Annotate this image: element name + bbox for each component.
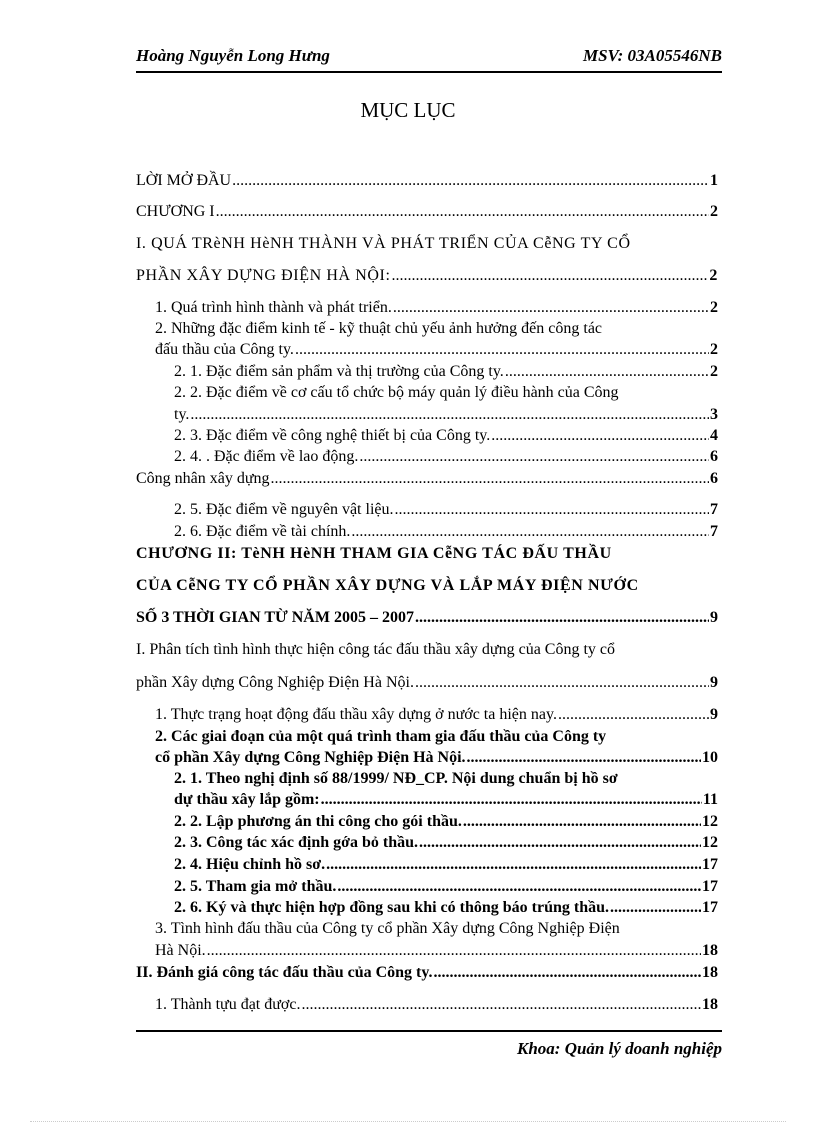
toc-entry[interactable] — [136, 265, 718, 286]
toc-entry[interactable] — [174, 789, 718, 810]
toc-entry-page: 6 — [710, 448, 718, 465]
toc-entry-title: Công nhân xây dựng — [136, 470, 270, 487]
toc-entry[interactable] — [155, 339, 718, 360]
toc-entry-page: 3 — [710, 406, 718, 423]
toc-entry[interactable] — [174, 811, 718, 832]
toc-entry-page: 2 — [710, 203, 718, 220]
toc-entry-line: CHƯƠNG II: TèNH HèNH THAM GIA CễNG TÁC ĐẤU THẦU — [136, 545, 612, 562]
toc-entry[interactable] — [174, 499, 718, 520]
toc-entry[interactable] — [174, 521, 718, 542]
toc-entry-title: dự thầu xây lắp gồm: — [174, 791, 320, 808]
page-edge-divider — [30, 1121, 786, 1122]
header-author: Hoàng Nguyễn Long Hưng — [136, 46, 330, 65]
toc-entry-page: 7 — [710, 523, 718, 540]
toc-entry[interactable] — [174, 446, 718, 467]
toc-entry[interactable] — [155, 747, 718, 768]
toc-entry-page: 6 — [710, 470, 718, 487]
page-title: MỤC LỤC — [360, 98, 456, 122]
toc-entry-title: đấu thầu của Công ty. — [155, 341, 294, 358]
toc-entry-page: 17 — [702, 878, 718, 895]
toc-entry-title: Hà Nội. — [155, 942, 206, 959]
toc-entry[interactable] — [174, 425, 718, 446]
toc-entry[interactable] — [136, 468, 718, 489]
toc-entry[interactable] — [174, 404, 718, 425]
toc-entry-title: 2. 3. Công tác xác định gớa bỏ thầu. — [174, 834, 419, 851]
toc-entry[interactable] — [136, 672, 718, 693]
toc-entry[interactable] — [174, 897, 718, 918]
toc-entry[interactable] — [155, 704, 718, 725]
toc-entry-page: 18 — [702, 942, 718, 959]
toc-entry-title: 2. 2. Lập phương án thi công cho gói thầu. — [174, 813, 462, 830]
toc-entry-page: 12 — [702, 813, 718, 830]
toc-entry-title: 2. 5. Tham gia mở thầu. — [174, 878, 337, 895]
toc-entry-page: 7 — [710, 501, 718, 518]
toc-entry-title: 2. 6. Ký và thực hiện hợp đồng sau khi có thông báo trúng thầu. — [174, 899, 610, 916]
toc-entry-title: II. Đánh giá công tác đấu thầu của Công ty. — [136, 964, 433, 981]
toc-entry-line: CỦA CễNG TY CỔ PHẦN XÂY DỰNG VÀ LẮP MÁY ĐIỆN NƯỚC — [136, 577, 639, 594]
toc-entry-page: 2 — [710, 299, 718, 316]
toc-entry-line: 3. Tình hình đấu thầu của Công ty cổ phần Xây dựng Công Nghiệp Điện — [155, 920, 620, 937]
toc-entry-page: 4 — [710, 427, 718, 444]
toc-entry-page: 9 — [710, 674, 718, 691]
toc-entry[interactable] — [174, 832, 718, 853]
toc-entry-page: 11 — [702, 791, 718, 808]
toc-entry-page: 18 — [702, 996, 718, 1013]
toc-entry-title: CHƯƠNG I — [136, 203, 215, 220]
toc-entry-title: ty. — [174, 406, 190, 423]
toc-entry-title: 1. Thành tựu đạt được. — [155, 996, 301, 1013]
toc-entry-page: 18 — [702, 964, 718, 981]
toc-entry[interactable] — [155, 297, 718, 318]
toc-entry[interactable] — [155, 940, 718, 961]
toc-entry-title: 2. 6. Đặc điểm về tài chính. — [174, 523, 351, 540]
toc-entry-title: LỜI MỞ ĐẦU — [136, 172, 232, 189]
toc-entry-title: 2. 5. Đặc điểm về nguyên vật liệu. — [174, 501, 394, 518]
toc-entry-title: PHẦN XÂY DỰNG ĐIỆN HÀ NỘI: — [136, 267, 391, 284]
toc-entry-page: 2 — [709, 267, 718, 284]
toc-entry-page: 17 — [702, 899, 718, 916]
toc-entry[interactable] — [174, 876, 718, 897]
toc-entry-title: cổ phần Xây dựng Công Nghiệp Điện Hà Nội. — [155, 749, 466, 766]
toc-entry-line: I. Phân tích tình hình thực hiện công tác đấu thầu xây dựng của Công ty cổ — [136, 641, 616, 658]
toc-entry-line: 2. 2. Đặc điểm về cơ cấu tổ chức bộ máy quản lý điều hành của Công — [174, 384, 619, 401]
toc-entry-page: 17 — [702, 856, 718, 873]
toc-entry-page: 9 — [710, 706, 718, 723]
toc-entry-line: I. QUÁ TRèNH HèNH THÀNH VÀ PHÁT TRIỂN CỦA CễNG TY CỔ — [136, 235, 631, 252]
footer-divider — [136, 1030, 722, 1032]
toc-entry-title: 2. 4. . Đặc điểm về lao động. — [174, 448, 359, 465]
toc-entry-page: 2 — [710, 363, 718, 380]
toc-entry[interactable] — [136, 170, 718, 191]
toc-entry-page: 10 — [702, 749, 718, 766]
toc-entry-title: 1. Thực trạng hoạt động đấu thầu xây dựng ở nước ta hiện nay. — [155, 706, 557, 723]
header-divider — [136, 71, 722, 73]
toc-entry-title: 2. 4. Hiệu chỉnh hồ sơ. — [174, 856, 326, 873]
toc-entry[interactable] — [155, 994, 718, 1015]
toc-entry-page: 9 — [710, 609, 718, 626]
toc-entry[interactable] — [136, 962, 718, 983]
toc-entry-line: 2. Những đặc điểm kinh tế - kỹ thuật chủ yếu ảnh hưởng đến công tác — [155, 320, 603, 337]
toc-entry-title: 1. Quá trình hình thành và phát triển. — [155, 299, 392, 316]
toc-entry-page: 2 — [710, 341, 718, 358]
toc-entry[interactable] — [136, 201, 718, 222]
footer-department: Khoa: Quản lý doanh nghiệp — [517, 1039, 722, 1058]
toc-entry-title: 2. 1. Đặc điểm sản phẩm và thị trường của Công ty. — [174, 363, 504, 380]
toc-entry[interactable] — [174, 361, 718, 382]
toc-entry-line: 2. 1. Theo nghị định số 88/1999/ NĐ_CP. Nội dung chuẩn bị hồ sơ — [174, 770, 618, 787]
toc-entry-title: SỐ 3 THỜI GIAN TỪ NĂM 2005 – 2007 — [136, 609, 414, 626]
toc-entry[interactable] — [174, 854, 718, 875]
toc-entry-title: phần Xây dựng Công Nghiệp Điện Hà Nội. — [136, 674, 414, 691]
toc-entry-line: 2. Các giai đoạn của một quá trình tham gia đấu thầu của Công ty — [155, 728, 607, 745]
toc-entry-page: 12 — [702, 834, 718, 851]
header-student-id: MSV: 03A05546NB — [582, 46, 722, 65]
toc-entry-title: 2. 3. Đặc điểm về công nghệ thiết bị của Công ty. — [174, 427, 491, 444]
toc-entry[interactable] — [136, 607, 718, 628]
toc-entry-page: 1 — [710, 172, 718, 189]
